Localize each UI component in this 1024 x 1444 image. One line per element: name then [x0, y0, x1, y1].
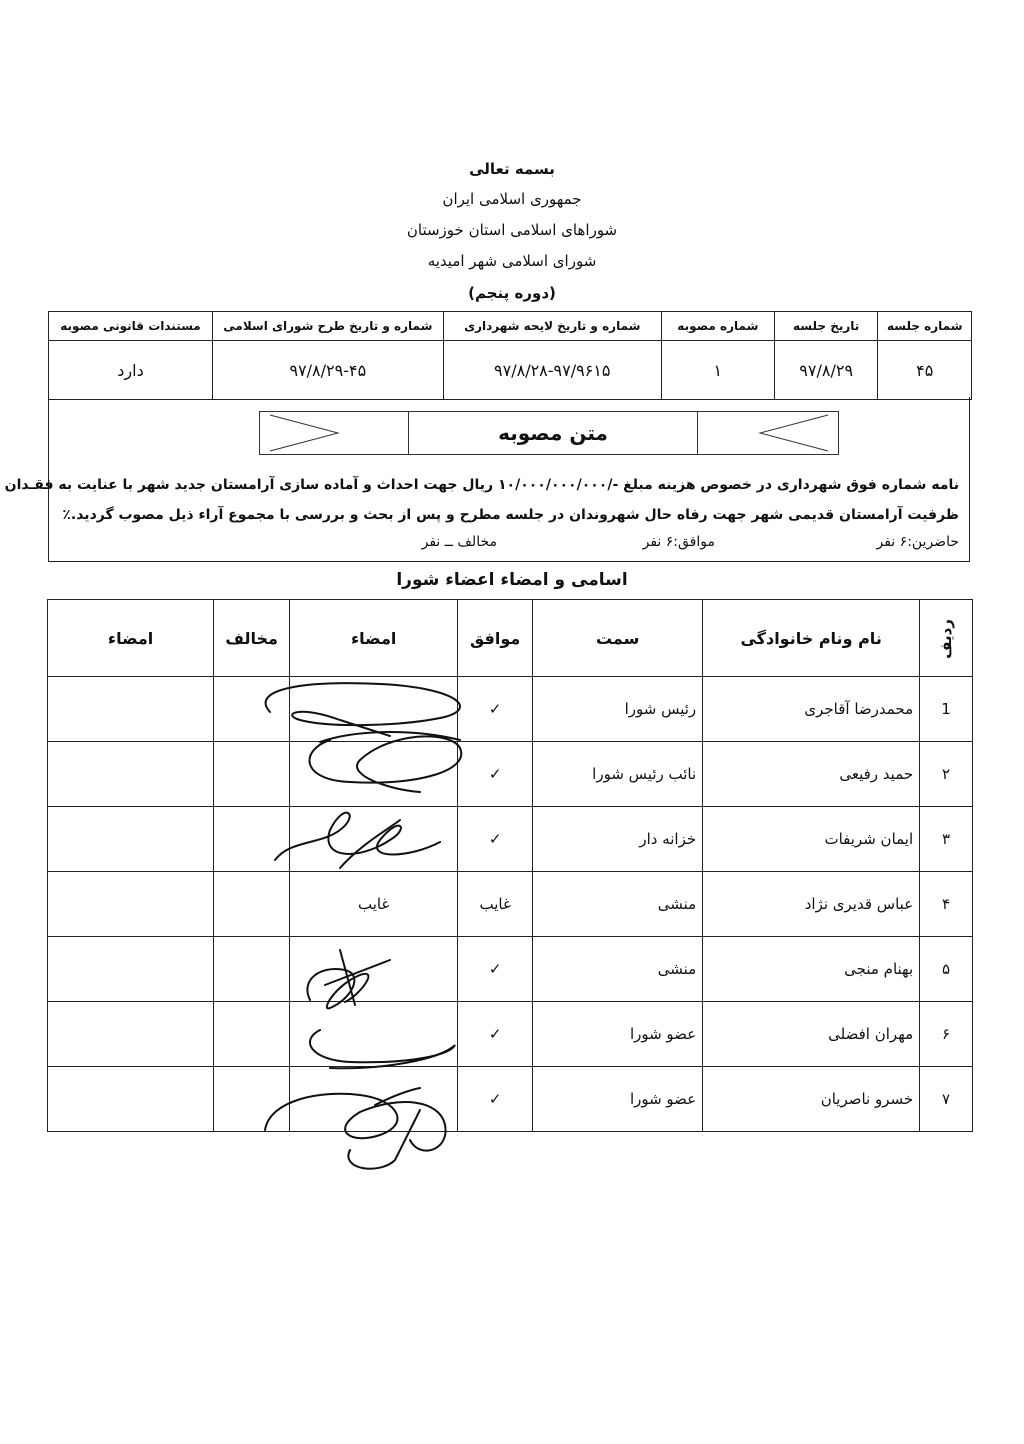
member-index: ۴	[920, 872, 973, 937]
member-oppose-cell	[214, 807, 290, 872]
banner-left-ornament	[260, 412, 408, 454]
member-vote: ✓	[458, 937, 533, 1002]
member-row	[48, 872, 973, 937]
header-oppose: مخالف	[214, 600, 290, 677]
member-role: نائب رئیس شورا	[533, 742, 703, 807]
member-row	[48, 677, 973, 742]
member-vote: غایب	[458, 872, 533, 937]
header-signature: امضاء	[290, 600, 458, 677]
header-session-no: شماره جلسه	[878, 312, 972, 341]
info-table	[48, 311, 972, 400]
member-signature2-cell	[48, 1067, 214, 1132]
header-row-index	[920, 600, 973, 677]
value-resolution-no: ۱	[661, 341, 774, 400]
country-name: جمهوری اسلامی ایران	[442, 190, 582, 208]
header-council-plan: شماره و تاریخ طرح شورای اسلامی	[212, 312, 443, 341]
member-row	[48, 937, 973, 1002]
header-municipal-bill: شماره و تاریخ لایحه شهرداری	[443, 312, 661, 341]
header-role: سمت	[533, 600, 703, 677]
member-index: ۷	[920, 1067, 973, 1132]
resolution-title: متن مصوبه	[408, 412, 698, 454]
info-header-row	[49, 312, 972, 341]
members-header-row	[48, 600, 973, 677]
member-name: حمید رفیعی	[703, 742, 920, 807]
member-index: ۳	[920, 807, 973, 872]
info-value-row	[49, 341, 972, 400]
province-councils: شوراهای اسلامی استان خوزستان	[406, 221, 618, 239]
member-oppose-cell	[214, 1067, 290, 1132]
oppose-count: مخالف ــ نفر	[421, 534, 497, 550]
resolution-text-line-1: نامه شماره فوق شهرداری در خصوص هزینه مبلغ -/۱۰/۰۰۰/۰۰۰/۰۰۰ ریال جهت احداث و آماده سازی آرامستان جدید شهر با عنایت به فقـدان	[4, 477, 959, 493]
council-term: (دوره پنجم)	[468, 284, 556, 302]
member-index: ۶	[920, 1002, 973, 1067]
header-row-index-label: ردیف	[937, 618, 956, 659]
value-council-plan: ۹۷/۸/۲۹-۴۵	[212, 341, 443, 400]
header-session-date: تاریخ جلسه	[774, 312, 878, 341]
value-session-no: ۴۵	[878, 341, 972, 400]
resolution-title-banner	[259, 411, 839, 455]
agree-count: موافق:۶ نفر	[642, 534, 715, 550]
value-session-date: ۹۷/۸/۲۹	[774, 341, 878, 400]
member-role: خزانه دار	[533, 807, 703, 872]
member-vote: ✓	[458, 677, 533, 742]
member-signature-cell	[290, 742, 458, 807]
member-signature-cell	[290, 937, 458, 1002]
member-oppose-cell	[214, 1002, 290, 1067]
member-signature-absent: غایب	[290, 872, 458, 937]
member-signature-cell	[290, 1002, 458, 1067]
member-role: رئیس شورا	[533, 677, 703, 742]
member-name: مهران افضلی	[703, 1002, 920, 1067]
value-municipal-bill: ۹۷/۸/۲۸-۹۷/۹۶۱۵	[443, 341, 661, 400]
member-name: بهنام منجی	[703, 937, 920, 1002]
member-name: خسرو ناصریان	[703, 1067, 920, 1132]
member-oppose-cell	[214, 937, 290, 1002]
member-index: 1	[920, 677, 973, 742]
member-index: ۲	[920, 742, 973, 807]
member-signature2-cell	[48, 872, 214, 937]
header-name: نام ونام خانوادگی	[703, 600, 920, 677]
banner-right-ornament	[694, 412, 838, 454]
member-role: منشی	[533, 937, 703, 1002]
value-legal-docs: دارد	[49, 341, 213, 400]
member-index: ۵	[920, 937, 973, 1002]
member-signature2-cell	[48, 807, 214, 872]
header-legal-docs: مستندات قانونی مصوبه	[49, 312, 213, 341]
member-row	[48, 1002, 973, 1067]
header-agree: موافق	[458, 600, 533, 677]
member-signature2-cell	[48, 742, 214, 807]
member-vote: ✓	[458, 807, 533, 872]
members-title: اسامی و امضاء اعضاء شورا	[396, 570, 628, 590]
member-signature-cell	[290, 1067, 458, 1132]
resolution-box	[4, 397, 970, 562]
member-name: محمدرضا آقاجری	[703, 677, 920, 742]
member-vote: ✓	[458, 1067, 533, 1132]
member-vote: ✓	[458, 742, 533, 807]
member-oppose-cell	[214, 742, 290, 807]
member-role: منشی	[533, 872, 703, 937]
member-oppose-cell	[214, 677, 290, 742]
present-count: حاضرین:۶ نفر	[876, 534, 959, 550]
header-signature-2: امضاء	[48, 600, 214, 677]
member-row	[48, 742, 973, 807]
members-table	[47, 599, 973, 1132]
member-oppose-cell	[214, 872, 290, 937]
member-row	[48, 807, 973, 872]
header-resolution-no: شماره مصوبه	[661, 312, 774, 341]
member-vote: ✓	[458, 1002, 533, 1067]
member-name: ایمان شریفات	[703, 807, 920, 872]
member-signature-cell	[290, 807, 458, 872]
member-role: عضو شورا	[533, 1067, 703, 1132]
bismillah: بسمه تعالی	[469, 160, 555, 178]
city-council: شورای اسلامی شهر امیدیه	[427, 252, 597, 270]
member-signature2-cell	[48, 677, 214, 742]
member-signature-cell	[290, 677, 458, 742]
member-signature2-cell	[48, 1002, 214, 1067]
member-row	[48, 1067, 973, 1132]
resolution-text-line-2: ظرفیت آرامستان قدیمی شهر جهت رفاه حال شهروندان در جلسه مطرح و پس از بحث و بررسی با مجموع آراء ذیل مصوب گردید.٪	[62, 507, 959, 523]
member-role: عضو شورا	[533, 1002, 703, 1067]
member-name: عباس قدیری نژاد	[703, 872, 920, 937]
member-signature2-cell	[48, 937, 214, 1002]
